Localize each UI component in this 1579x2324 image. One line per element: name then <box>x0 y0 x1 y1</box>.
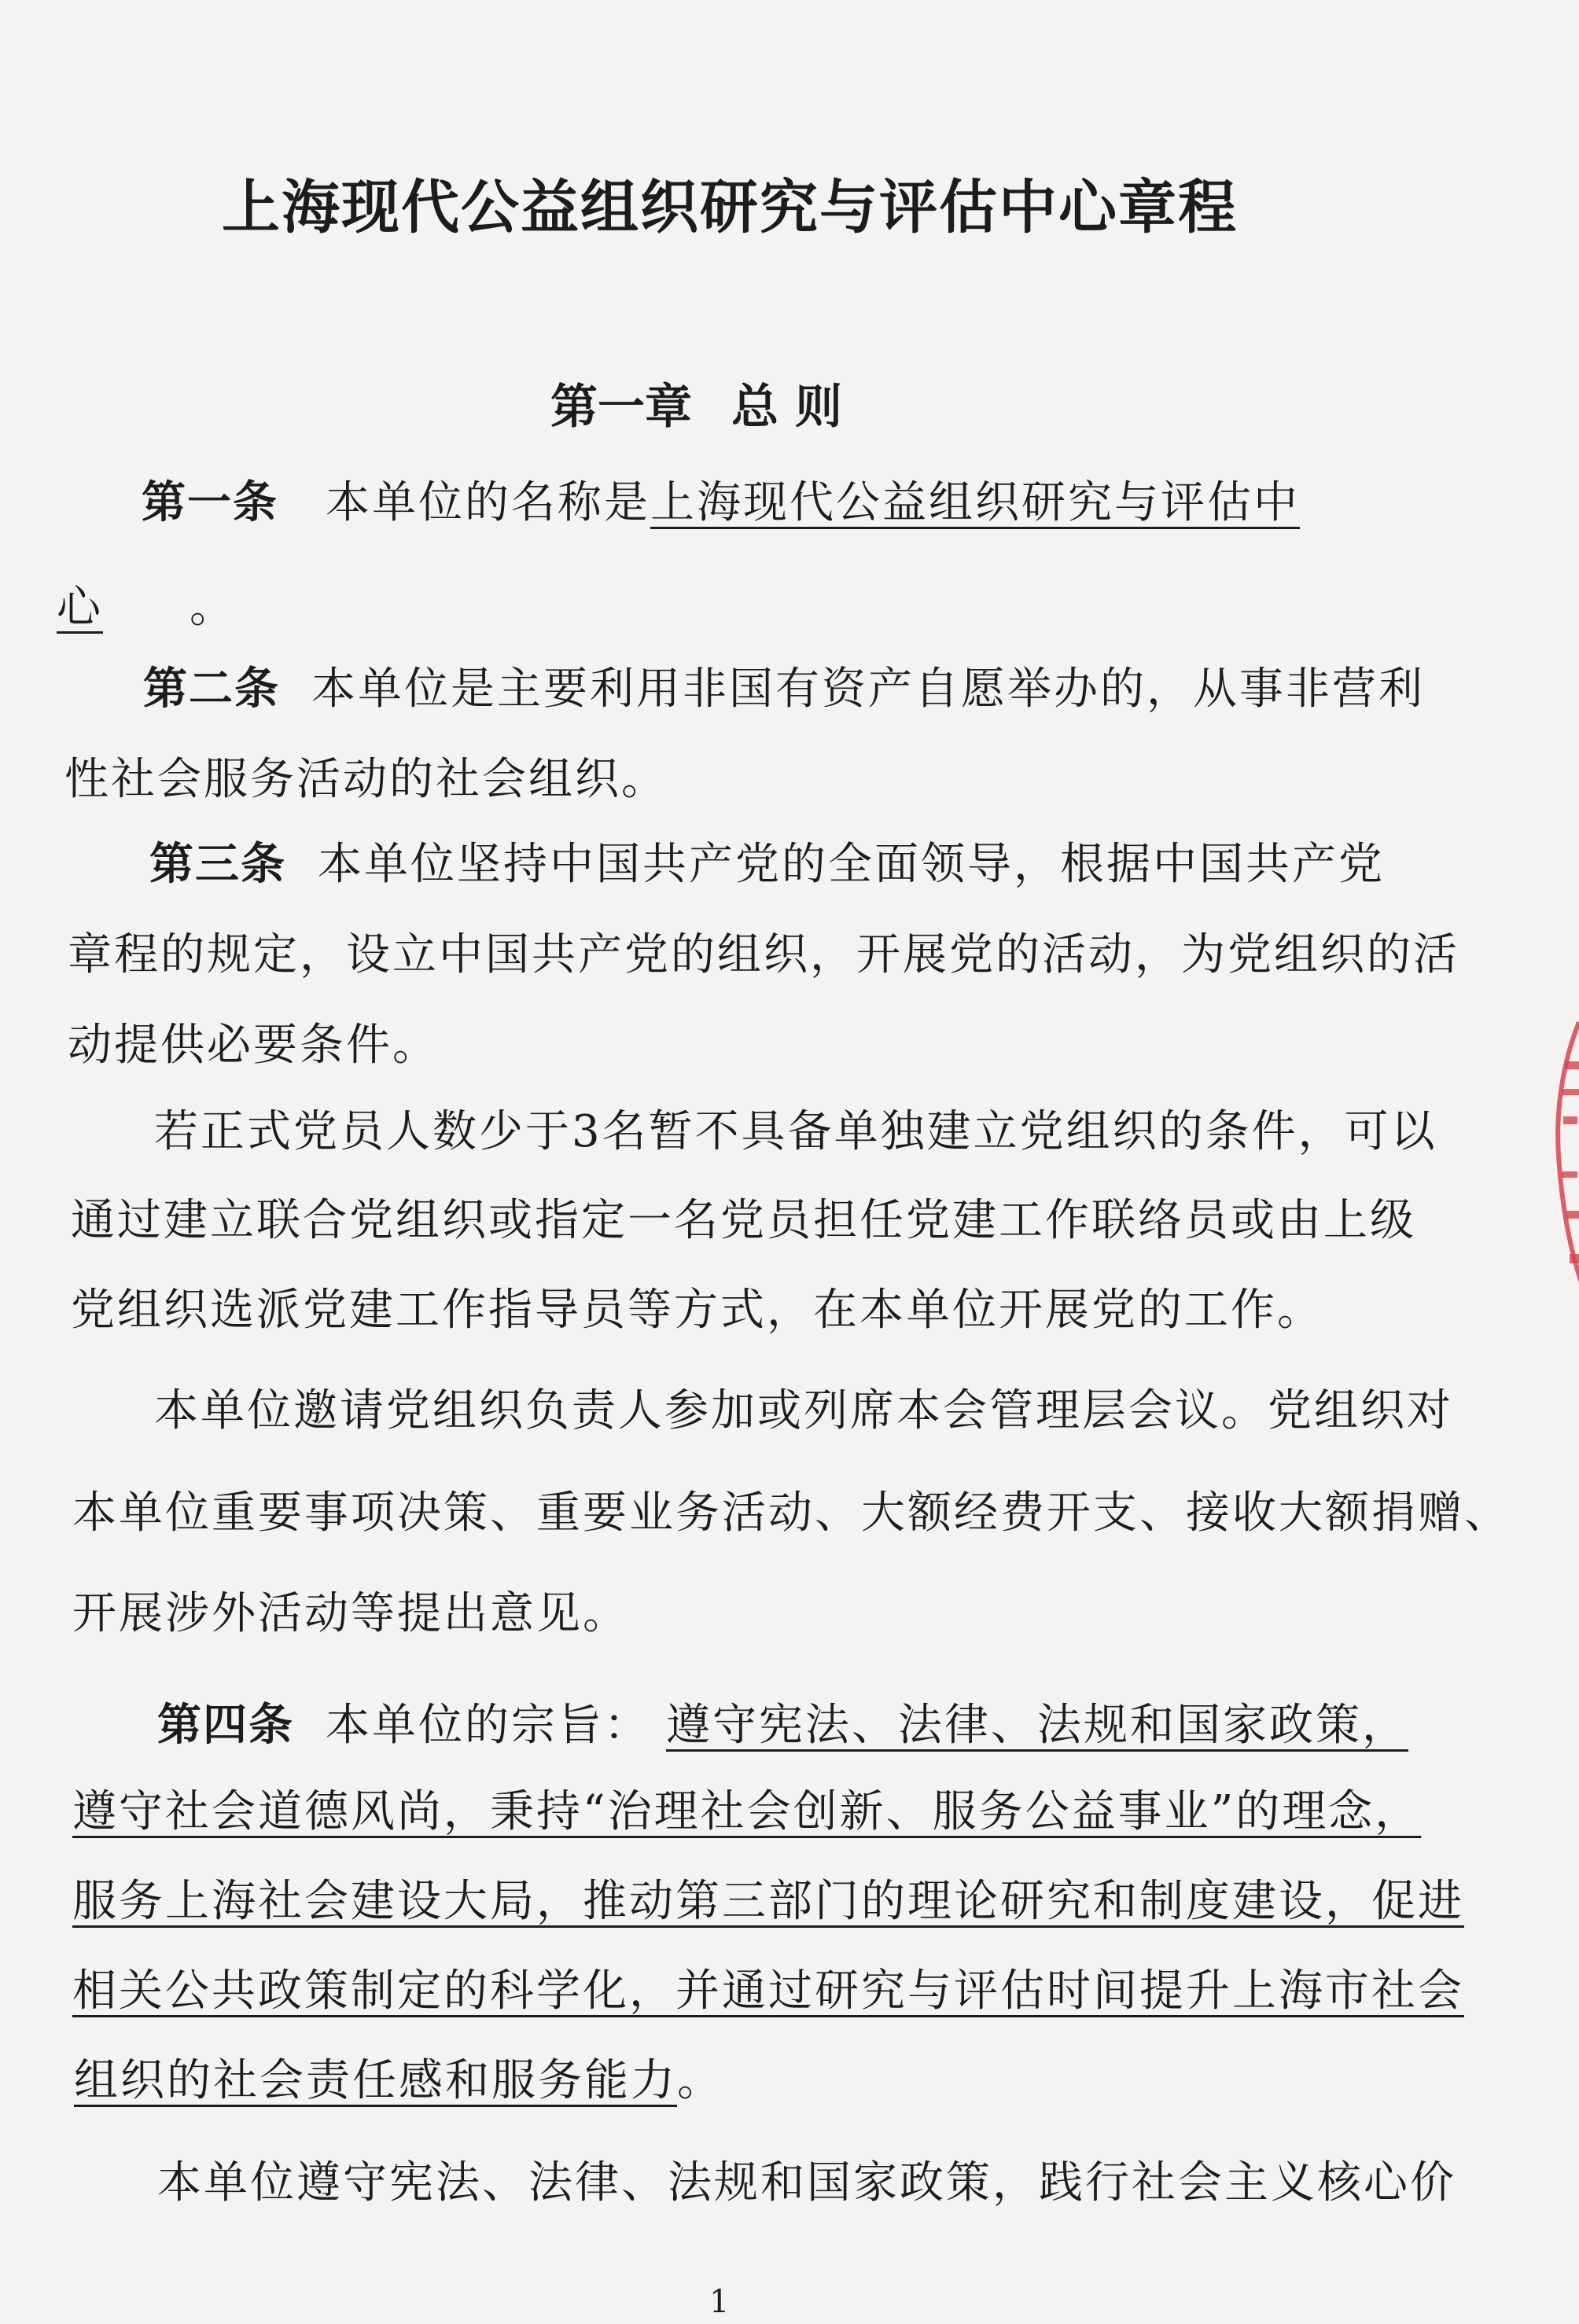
article-3-para-3-line-1: 本单位邀请党组织负责人参加或列席本会管理层会议。党组织对 <box>154 1385 1453 1436</box>
organization-name-part1: 上海现代公益组织研究与评估中 <box>650 477 1300 528</box>
article-3-label: 第三条 <box>149 839 286 890</box>
article-2-text-1: 本单位是主要利用非国有资产自愿举办的，从事非营利 <box>311 664 1425 715</box>
article-1-end: 。 <box>190 582 236 633</box>
article-3-para-3-line-3: 开展涉外活动等提出意见。 <box>72 1588 629 1639</box>
article-4-text: 本单位的宗旨： <box>326 1700 650 1751</box>
article-4-line-3 <box>72 1874 1464 1929</box>
article-3-line-3: 动提供必要条件。 <box>68 1020 439 1071</box>
article-3-para-2-line-3: 党组织选派党建工作指导员等方式，在本单位开展党的工作。 <box>71 1285 1323 1336</box>
article-3-para-3-line-2: 本单位重要事项决策、重要业务活动、大额经费开支、接收大额捐赠、 <box>72 1487 1511 1539</box>
article-3-line-2: 章程的规定，设立中国共产党的组织，开展党的活动，为党组织的活 <box>68 929 1459 980</box>
article-4-para-2-line-1: 本单位遵守宪法、法律、法规和国家政策，践行社会主义核心价 <box>157 2157 1456 2208</box>
article-1-line-2 <box>57 580 236 635</box>
article-2-line-1 <box>143 662 1425 717</box>
article-4-line-4 <box>72 1964 1464 2019</box>
page-number: 1 <box>709 2284 730 2320</box>
purpose-line-4: 相关公共政策制定的科学化，并通过研究与评估时间提升上海市社会 <box>72 1965 1464 2017</box>
article-1-line-1 <box>142 476 1300 531</box>
organization-name-part2: 心 <box>57 582 103 633</box>
article-4-line-1 <box>157 1698 1408 1753</box>
purpose-line-5: 组织的社会责任感和服务能力 <box>74 2055 677 2106</box>
purpose-line-3: 服务上海社会建设大局，推动第三部门的理论研究和制度建设，促进 <box>72 1876 1464 1927</box>
article-1-text: 本单位的名称是 <box>326 477 650 528</box>
article-3-text-1: 本单位坚持中国共产党的全面领导，根据中国共产党 <box>318 839 1385 890</box>
article-4-line-5 <box>74 2054 723 2109</box>
purpose-line-2: 遵守社会道德风尚，秉持“治理社会创新、服务公益事业”的理念， <box>72 1786 1422 1837</box>
article-3-para-2-line-1: 若正式党员人数少于3名暂不具备单独建立党组织的条件，可以 <box>154 1106 1437 1157</box>
document-title: 上海现代公益组织研究与评估中心章程 <box>222 174 1238 241</box>
article-4-line-2 <box>72 1785 1421 1840</box>
article-2-line-2: 性社会服务活动的社会组织。 <box>64 754 668 805</box>
article-3-line-1 <box>149 837 1385 892</box>
article-1-label: 第一条 <box>142 477 278 528</box>
article-3-para-2-line-2: 通过建立联合党组织或指定一名党员担任党建工作联络员或由上级 <box>71 1195 1416 1246</box>
chapter-label: 第一章 <box>550 380 692 435</box>
article-4-end: 。 <box>677 2055 723 2106</box>
article-4-label: 第四条 <box>157 1700 294 1751</box>
chapter-heading <box>550 370 842 437</box>
purpose-line-1: 遵守宪法、法律、法规和国家政策， <box>666 1700 1408 1751</box>
article-2-label: 第二条 <box>143 664 280 715</box>
seal-stamp-icon <box>1548 1014 1579 1297</box>
chapter-name: 总 则 <box>731 380 842 435</box>
